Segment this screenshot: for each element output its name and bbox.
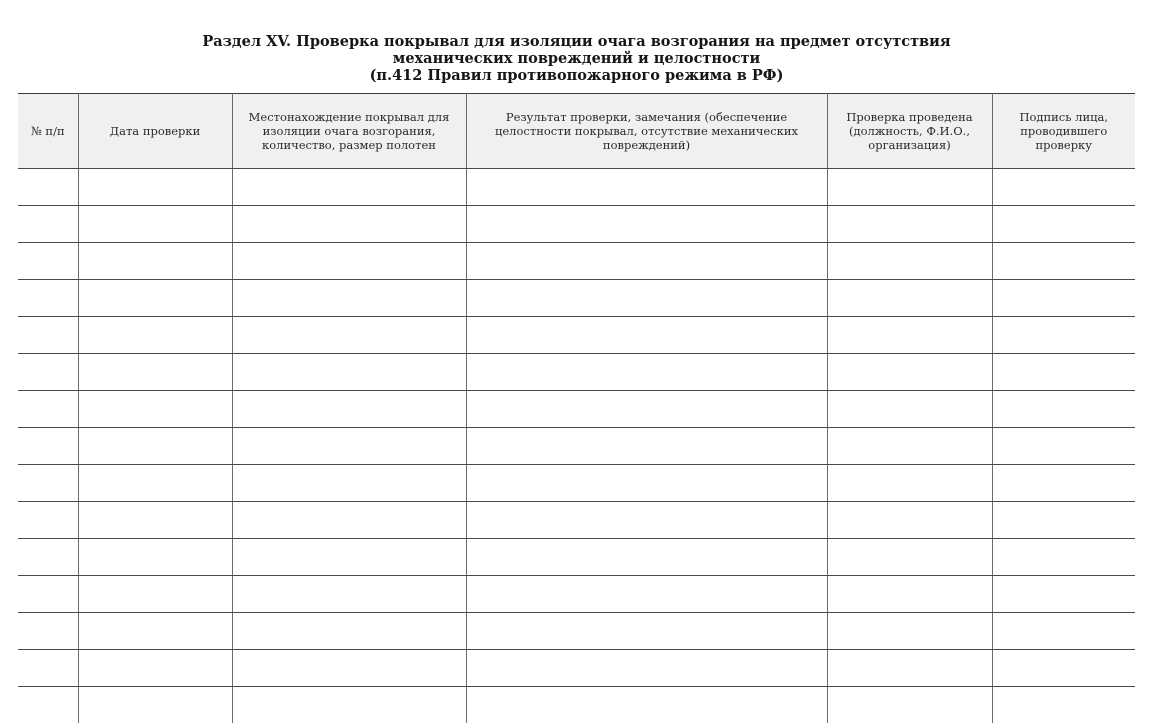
cell-number xyxy=(18,576,78,613)
table-row xyxy=(18,650,1135,687)
cell-result xyxy=(466,206,827,243)
cell-signature xyxy=(992,391,1135,428)
cell-result xyxy=(466,354,827,391)
table-row xyxy=(18,687,1135,723)
cell-number xyxy=(18,243,78,280)
table-row xyxy=(18,428,1135,465)
cell-inspector xyxy=(827,613,992,650)
cell-location xyxy=(232,502,466,539)
table-row xyxy=(18,502,1135,539)
cell-number xyxy=(18,206,78,243)
title-line-2: механических повреждений и целостности xyxy=(0,50,1153,67)
header-signature: Подпись лица, проводившего проверку xyxy=(992,94,1135,169)
cell-location xyxy=(232,428,466,465)
cell-check-date xyxy=(78,317,232,354)
cell-result xyxy=(466,613,827,650)
page-title xyxy=(0,33,1153,84)
cell-signature xyxy=(992,465,1135,502)
cell-signature xyxy=(992,243,1135,280)
cell-signature xyxy=(992,317,1135,354)
cell-signature xyxy=(992,650,1135,687)
cell-inspector xyxy=(827,317,992,354)
cell-check-date xyxy=(78,687,232,723)
cell-number xyxy=(18,280,78,317)
cell-signature xyxy=(992,206,1135,243)
cell-check-date xyxy=(78,539,232,576)
table-body xyxy=(18,169,1135,723)
inspection-log-table xyxy=(18,93,1135,723)
table-row xyxy=(18,243,1135,280)
cell-result xyxy=(466,280,827,317)
cell-inspector xyxy=(827,465,992,502)
cell-location xyxy=(232,687,466,723)
cell-result xyxy=(466,169,827,206)
cell-inspector xyxy=(827,280,992,317)
header-inspector: Проверка проведена (должность, Ф.И.О., организация) xyxy=(827,94,992,169)
table-row xyxy=(18,465,1135,502)
cell-result xyxy=(466,650,827,687)
cell-inspector xyxy=(827,354,992,391)
cell-check-date xyxy=(78,243,232,280)
cell-signature xyxy=(992,169,1135,206)
cell-result xyxy=(466,576,827,613)
cell-location xyxy=(232,391,466,428)
cell-result xyxy=(466,243,827,280)
cell-location xyxy=(232,280,466,317)
cell-number xyxy=(18,613,78,650)
cell-signature xyxy=(992,613,1135,650)
table-row xyxy=(18,317,1135,354)
header-location: Местонахождение покрывал для изоляции очага возгорания, количество, размер полотен xyxy=(232,94,466,169)
table-row xyxy=(18,391,1135,428)
cell-check-date xyxy=(78,391,232,428)
cell-location xyxy=(232,354,466,391)
cell-result xyxy=(466,428,827,465)
title-line-1: Раздел XV. Проверка покрывал для изоляции очага возгорания на предмет отсутствия xyxy=(0,33,1153,50)
cell-result xyxy=(466,687,827,723)
cell-check-date xyxy=(78,502,232,539)
cell-signature xyxy=(992,539,1135,576)
cell-signature xyxy=(992,576,1135,613)
cell-inspector xyxy=(827,687,992,723)
table-header-row xyxy=(18,94,1135,169)
cell-check-date xyxy=(78,650,232,687)
header-number: № п/п xyxy=(18,94,78,169)
cell-number xyxy=(18,428,78,465)
cell-number xyxy=(18,650,78,687)
cell-check-date xyxy=(78,169,232,206)
cell-number xyxy=(18,465,78,502)
cell-check-date xyxy=(78,613,232,650)
cell-signature xyxy=(992,354,1135,391)
header-result: Результат проверки, замечания (обеспечение целостности покрывал, отсутствие механических повреждений) xyxy=(466,94,827,169)
cell-location xyxy=(232,465,466,502)
table-row xyxy=(18,576,1135,613)
cell-number xyxy=(18,317,78,354)
table-row xyxy=(18,539,1135,576)
cell-signature xyxy=(992,687,1135,723)
cell-signature xyxy=(992,502,1135,539)
cell-number xyxy=(18,539,78,576)
table-row xyxy=(18,354,1135,391)
title-line-3: (п.412 Правил противопожарного режима в РФ) xyxy=(0,67,1153,84)
cell-location xyxy=(232,613,466,650)
table-row xyxy=(18,169,1135,206)
cell-location xyxy=(232,206,466,243)
cell-result xyxy=(466,391,827,428)
cell-check-date xyxy=(78,206,232,243)
cell-check-date xyxy=(78,465,232,502)
table-row xyxy=(18,206,1135,243)
cell-check-date xyxy=(78,576,232,613)
table-row xyxy=(18,280,1135,317)
cell-location xyxy=(232,169,466,206)
cell-check-date xyxy=(78,428,232,465)
cell-inspector xyxy=(827,169,992,206)
cell-inspector xyxy=(827,428,992,465)
cell-signature xyxy=(992,428,1135,465)
table-row xyxy=(18,613,1135,650)
cell-result xyxy=(466,465,827,502)
cell-inspector xyxy=(827,206,992,243)
cell-inspector xyxy=(827,650,992,687)
cell-check-date xyxy=(78,354,232,391)
cell-inspector xyxy=(827,502,992,539)
cell-inspector xyxy=(827,576,992,613)
cell-number xyxy=(18,391,78,428)
cell-signature xyxy=(992,280,1135,317)
cell-inspector xyxy=(827,243,992,280)
cell-location xyxy=(232,650,466,687)
cell-location xyxy=(232,539,466,576)
cell-result xyxy=(466,539,827,576)
cell-location xyxy=(232,576,466,613)
cell-location xyxy=(232,317,466,354)
cell-check-date xyxy=(78,280,232,317)
cell-inspector xyxy=(827,391,992,428)
cell-number xyxy=(18,354,78,391)
cell-result xyxy=(466,317,827,354)
cell-inspector xyxy=(827,539,992,576)
cell-number xyxy=(18,502,78,539)
cell-location xyxy=(232,243,466,280)
cell-number xyxy=(18,169,78,206)
cell-number xyxy=(18,687,78,723)
cell-result xyxy=(466,502,827,539)
header-check-date: Дата проверки xyxy=(78,94,232,169)
